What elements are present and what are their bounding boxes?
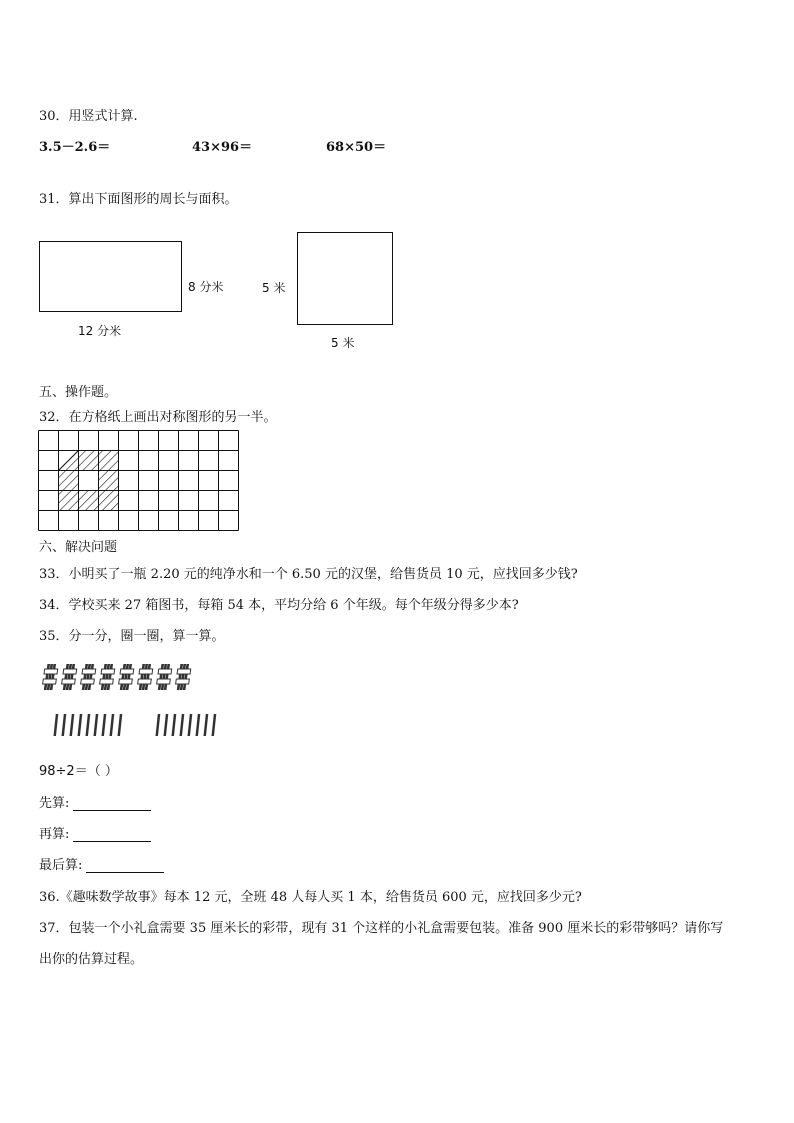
step-first <box>39 792 151 811</box>
q30-item-2: 43×96＝ <box>192 140 253 155</box>
rect-width-label: 12 分米 <box>78 324 122 338</box>
loose-stick <box>203 714 208 736</box>
q36-text: 36.《趣味数学故事》每本 12 元，全班 48 人每人买 1 本，给售货员 600 元，应找回多少元? <box>39 890 582 905</box>
step-last-blank[interactable] <box>86 859 164 873</box>
loose-stick <box>101 714 106 736</box>
grid-paper <box>38 430 244 533</box>
loose-stick <box>195 714 200 736</box>
q30-item-3: 68×50＝ <box>326 140 387 155</box>
loose-stick <box>163 714 168 736</box>
loose-stick <box>77 714 82 736</box>
q34-text: 34．学校买来 27 箱图书，每箱 54 本，平均分给 6 个年级。每个年级分得多少本? <box>39 598 519 613</box>
step-first-blank[interactable] <box>73 797 151 811</box>
loose-stick <box>85 714 90 736</box>
stick-bundle <box>42 664 59 690</box>
stick-bundle <box>118 664 135 690</box>
q37-line-2: 出你的估算过程。 <box>39 952 144 967</box>
q35-title: 35．分一分，圈一圈，算一算。 <box>39 629 225 644</box>
loose-stick <box>171 714 176 736</box>
loose-stick <box>117 714 122 736</box>
step-last <box>39 854 164 873</box>
q31-title: 31．算出下面图形的周长与面积。 <box>39 192 238 207</box>
step-second-label: 再算: <box>39 827 70 842</box>
q35-equation: 98÷2＝（ ） <box>39 764 118 779</box>
step-last-label: 最后算: <box>39 858 83 873</box>
rectangle-figure <box>39 241 182 312</box>
stick-bundle <box>156 664 173 690</box>
hatched-symmetric-shape <box>59 451 119 511</box>
q32-title: 32．在方格纸上画出对称图形的另一半。 <box>39 410 277 425</box>
step-second-blank[interactable] <box>73 828 151 842</box>
square-side-label: 5 米 <box>262 281 286 295</box>
rect-height-label: 8 分米 <box>188 280 224 294</box>
loose-stick <box>93 714 98 736</box>
q30-item-1: 3.5－2.6＝ <box>39 140 111 155</box>
q37-line-1: 37．包装一个小礼盒需要 35 厘米长的彩带，现有 31 个这样的小礼盒需要包装。准备 900 厘米长的彩带够吗？请你写 <box>39 921 724 936</box>
loose-stick <box>187 714 192 736</box>
stick-bundle <box>99 664 116 690</box>
square-bottom-label: 5 米 <box>331 336 355 350</box>
loose-sticks-illustration <box>56 712 221 740</box>
q33-text: 33．小明买了一瓶 2.20 元的纯净水和一个 6.50 元的汉堡，给售货员 10 元，应找回多少钱? <box>39 567 578 582</box>
step-second <box>39 823 151 842</box>
section-6-title: 六、解决问题 <box>39 540 118 555</box>
stick-bundle <box>61 664 78 690</box>
loose-stick <box>179 714 184 736</box>
stick-bundle <box>137 664 154 690</box>
q30-title: 30．用竖式计算. <box>39 109 138 124</box>
stick-bundle <box>175 664 192 690</box>
section-5-title: 五、操作题。 <box>39 385 118 400</box>
stick-bundle <box>80 664 97 690</box>
loose-stick <box>109 714 114 736</box>
loose-stick <box>61 714 66 736</box>
loose-stick <box>69 714 74 736</box>
step-first-label: 先算: <box>39 796 70 811</box>
loose-stick <box>211 714 216 736</box>
loose-stick <box>155 714 160 736</box>
stick-bundles-illustration <box>44 660 204 694</box>
square-figure <box>297 232 393 325</box>
loose-stick <box>53 714 58 736</box>
